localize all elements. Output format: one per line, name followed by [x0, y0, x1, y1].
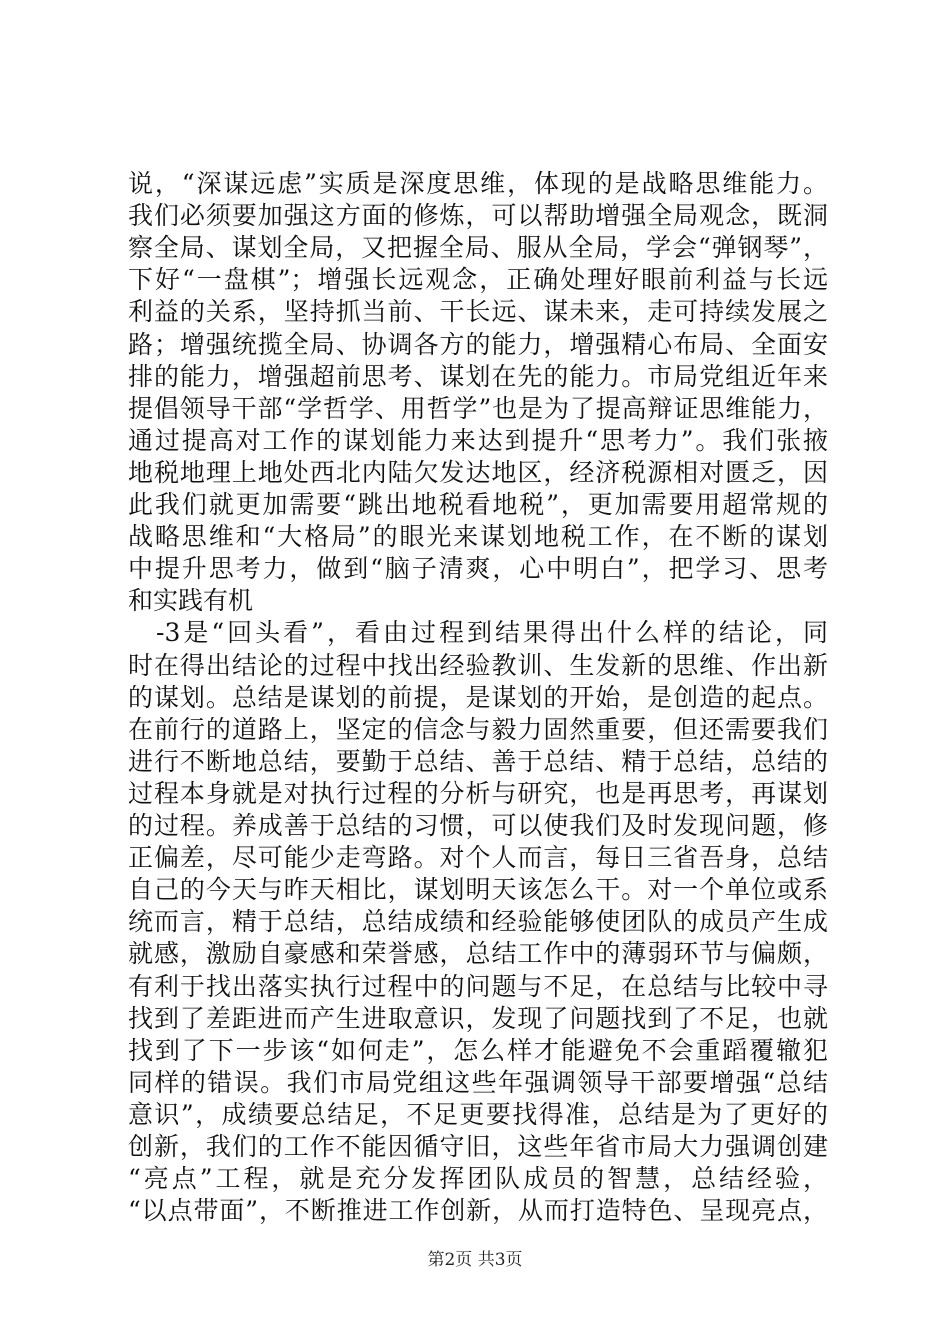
text-line: 利益的关系，坚持抓当前、干长远、谋未来，走可持续发展之: [128, 297, 828, 327]
text-line: 有利于找出落实执行过程中的问题与不足，在总结与比较中寻: [128, 971, 828, 1001]
text-line: 在前行的道路上，坚定的信念与毅力固然重要，但还需要我们: [128, 714, 828, 744]
text-line: 过程本身就是对执行过程的分析与研究，也是再思考，再谋划: [128, 778, 828, 808]
text-line: “以点带面”，不断推进工作创新，从而打造特色、呈现亮点，: [128, 1196, 828, 1226]
text-line: -3是“回头看”，看由过程到结果得出什么样的结论，同: [128, 618, 828, 648]
text-line: 排的能力，增强超前思考、谋划在先的能力。市局党组近年来: [128, 361, 828, 391]
text-line: 意识”，成绩要总结足，不足更要找得准，总结是为了更好的: [128, 1099, 828, 1129]
text-line: 地税地理上地处西北内陆欠发达地区，经济税源相对匮乏，因: [128, 457, 828, 487]
text-line: “亮点”工程，就是充分发挥团队成员的智慧，总结经验，: [128, 1164, 828, 1194]
text-line: 就感，激励自豪感和荣誉感，总结工作中的薄弱环节与偏颇，: [128, 939, 828, 969]
text-line: 我们必须要加强这方面的修炼，可以帮助增强全局观念，既洞: [128, 201, 828, 231]
text-line: 察全局、谋划全局，又把握全局、服从全局，学会“弹钢琴”，: [128, 233, 828, 263]
text-line: 自己的今天与昨天相比，谋划明天该怎么干。对一个单位或系: [128, 875, 828, 905]
text-line: 找到了差距进而产生进取意识，发现了问题找到了不足，也就: [128, 1003, 828, 1033]
text-line: 的谋划。总结是谋划的前提，是谋划的开始，是创造的起点。: [128, 682, 828, 712]
text-line: 说，“深谋远虑”实质是深度思维，体现的是战略思维能力。: [128, 169, 828, 198]
text-line: 正偏差，尽可能少走弯路。对个人而言，每日三省吾身，总结: [128, 843, 828, 873]
text-line: 和实践有机: [128, 586, 254, 616]
text-line: 此我们就更加需要“跳出地税看地税”，更加需要用超常规的: [128, 490, 828, 519]
text-line: 时在得出结论的过程中找出经验教训、生发新的思维、作出新: [128, 650, 828, 680]
text-line: 通过提高对工作的谋划能力来达到提升“思考力”。我们张掖: [128, 425, 828, 455]
text-line: 提倡领导干部“学哲学、用哲学”也是为了提高辩证思维能力，: [128, 393, 828, 423]
text-line: 统而言，精于总结，总结成绩和经验能够使团队的成员产生成: [128, 907, 828, 937]
text-line: 中提升思考力，做到“脑子清爽，心中明白”，把学习、思考: [128, 554, 828, 584]
text-line: 创新，我们的工作不能因循守旧，这些年省市局大力强调创建: [128, 1132, 828, 1161]
page-footer: 第2页 共3页: [427, 1250, 523, 1270]
text-line: 同样的错误。我们市局党组这些年强调领导干部要增强“总结: [128, 1067, 828, 1097]
text-line: 找到了下一步该“如何走”，怎么样才能避免不会重蹈覆辙犯: [128, 1035, 828, 1065]
text-line: 战略思维和“大格局”的眼光来谋划地税工作，在不断的谋划: [128, 522, 828, 552]
text-line: 的过程。养成善于总结的习惯，可以使我们及时发现问题，修: [128, 811, 828, 840]
text-line: 路；增强统揽全局、协调各方的能力，增强精心布局、全面安: [128, 329, 828, 359]
text-line: 进行不断地总结，要勤于总结、善于总结、精于总结，总结的: [128, 746, 828, 776]
text-line: 下好“一盘棋”；增强长远观念，正确处理好眼前利益与长远: [128, 265, 828, 295]
